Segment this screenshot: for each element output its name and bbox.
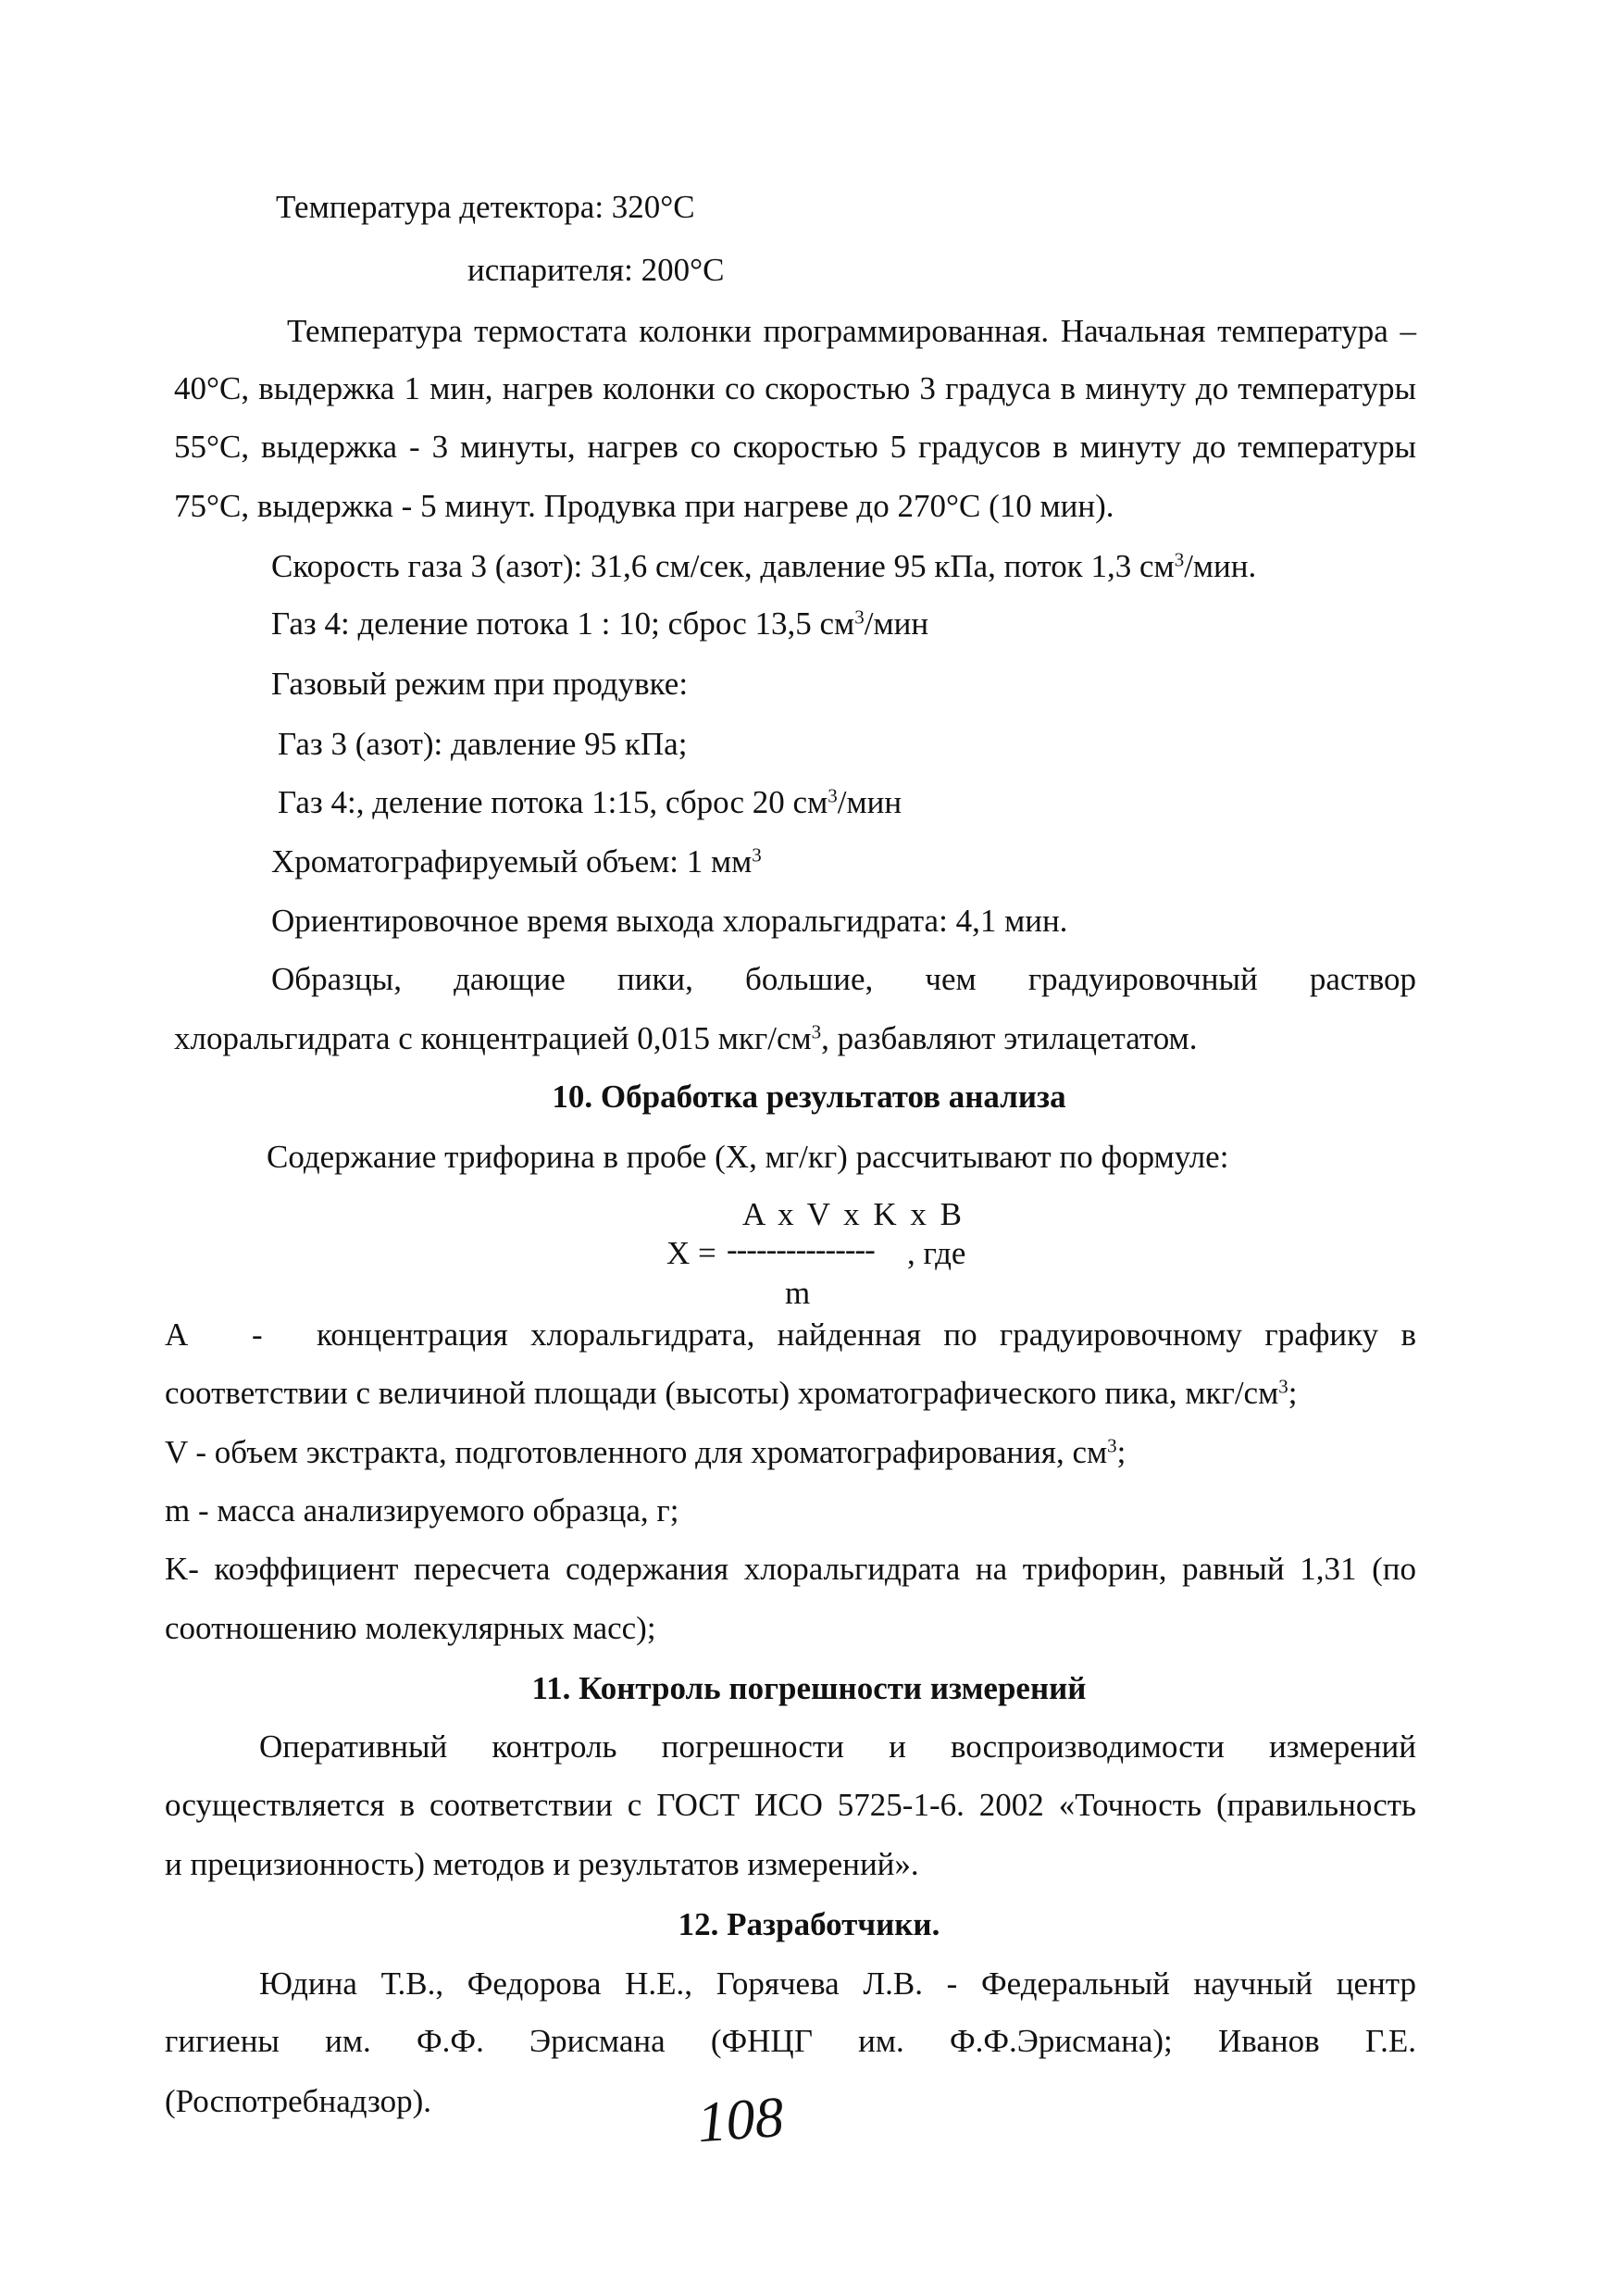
section-11-title: 11. Контроль погрешности измерений bbox=[531, 1670, 1087, 1706]
section-10-intro: Содержание трифорина в пробе (X, мг/кг) рассчитывают по формуле: bbox=[267, 1139, 1229, 1175]
detector-temperature: Температура детектора: 320°С bbox=[276, 189, 695, 225]
formula-fraction-bar: --------------- bbox=[727, 1231, 875, 1267]
formula-numerator: A x V x K x B bbox=[742, 1196, 965, 1232]
paragraph-line: 40°С, выдержка 1 мин, нагрев колонки со скоростью 3 градуса в минуту до температуры bbox=[174, 370, 1416, 406]
paragraph-line: Образцы, дающие пики, большие, чем градуировочный раствор bbox=[271, 961, 1416, 997]
paragraph-line: хлоральгидрата с концентрацией 0,015 мкг/$см^3$, разбавляют этилацетатом. bbox=[174, 1020, 1198, 1056]
def-v: V - объем экстракта, подготовленного для хроматографирования, $см^3$; bbox=[165, 1434, 1126, 1470]
section-11-line: осуществляется в соответствии с ГОСТ ИСО 5725-1-6. 2002 «Точность (правильность bbox=[165, 1787, 1416, 1823]
def-m: m - масса анализируемого образца, г; bbox=[165, 1492, 679, 1529]
section-10-title: 10. Обработка результатов анализа bbox=[552, 1079, 1066, 1115]
def-a-dash: - bbox=[252, 1316, 263, 1353]
injection-volume-line: Хроматографируемый объем: 1 $мм^3$ bbox=[271, 843, 762, 880]
purge-gas4-line: Газ 4:, деление потока 1:15, сброс 20 $см^3$/мин bbox=[278, 784, 902, 820]
def-a-label: А bbox=[165, 1316, 189, 1353]
paragraph-line: Температура термостата колонки программированная. Начальная температура – bbox=[287, 313, 1416, 349]
section-12-line: Юдина Т.В., Федорова Н.Е., Горячева Л.В. - Федеральный научный центр bbox=[259, 1965, 1416, 2002]
formula-denominator: m bbox=[785, 1275, 811, 1311]
evaporator-temperature: испарителя: 200°С bbox=[467, 252, 725, 288]
def-k: K- коэффициент пересчета содержания хлоральгидрата на трифорин, равный 1,31 (по bbox=[165, 1551, 1416, 1587]
def-a-text-cont: соответствии с величиной площади (высоты) хроматографического пика, мкг/$см^3$; bbox=[165, 1375, 1298, 1411]
gas4-split-line: Газ 4: деление потока 1 : 10; сброс 13,5 $см^3$/мин bbox=[271, 605, 929, 642]
retention-time-line: Ориентировочное время выхода хлоральгидрата: 4,1 мин. bbox=[271, 903, 1068, 939]
section-12-line: гигиены им. Ф.Ф. Эрисмана (ФНЦГ им. Ф.Ф.Эрисмана); Иванов Г.Е. bbox=[165, 2023, 1416, 2059]
gas3-speed-line: Скорость газа 3 (азот): 31,6 см/сек, давление 95 кПа, поток 1,3 $см^3$/мин. bbox=[271, 548, 1257, 584]
formula-lhs: X = bbox=[666, 1235, 716, 1271]
paragraph-line: 55°С, выдержка - 3 минуты, нагрев со скоростью 5 градусов в минуту до температуры bbox=[174, 429, 1416, 465]
formula-suffix: , где bbox=[907, 1235, 966, 1271]
section-11-line: Оперативный контроль погрешности и воспроизводимости измерений bbox=[259, 1728, 1416, 1765]
page-number: 108 bbox=[695, 2085, 786, 2155]
def-k-cont: соотношению молекулярных масс); bbox=[165, 1610, 656, 1646]
purge-gas3-line: Газ 3 (азот): давление 95 кПа; bbox=[278, 726, 688, 762]
purge-mode-line: Газовый режим при продувке: bbox=[271, 666, 689, 702]
paragraph-line: 75°С, выдержка - 5 минут. Продувка при нагреве до 270°С (10 мин). bbox=[174, 488, 1114, 524]
def-a-text: концентрация хлоральгидрата, найденная по градуировочному графику в bbox=[317, 1316, 1416, 1353]
section-12-title: 12. Разработчики. bbox=[678, 1906, 940, 1942]
section-12-line: (Роспотребнадзор). bbox=[165, 2083, 432, 2119]
section-11-line: и прецизионность) методов и результатов измерений». bbox=[165, 1846, 919, 1882]
